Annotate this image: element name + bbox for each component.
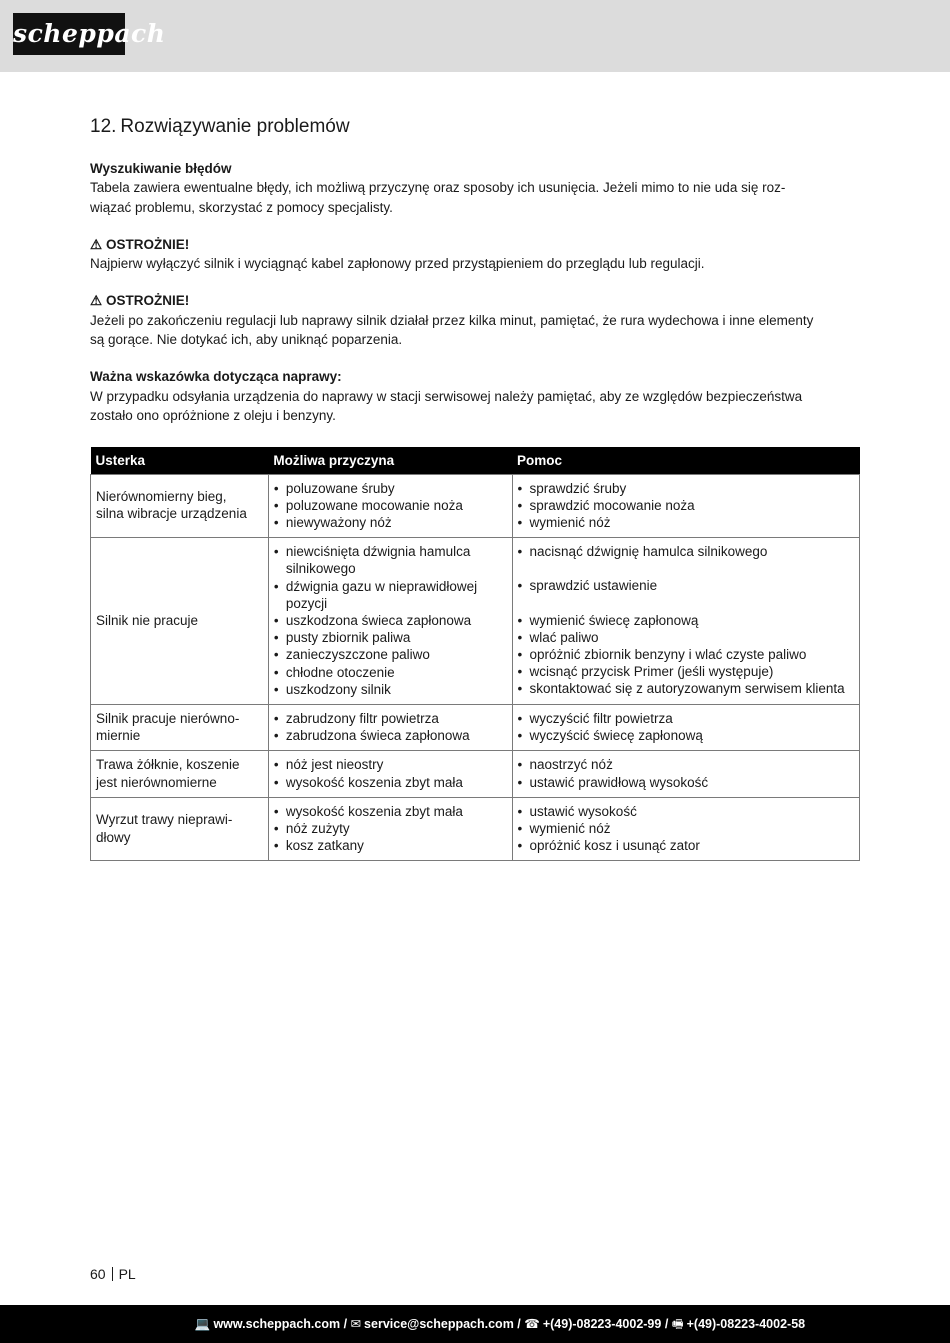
repair-block <box>90 367 860 425</box>
page-number-value: 60 <box>90 1266 106 1282</box>
table-row <box>91 797 860 861</box>
warning1-text: Najpierw wyłączyć silnik i wyciągnąć kabel zapłonowy przed przystąpieniem do przeglądu lub regulacji. <box>90 256 705 272</box>
issue-line: Silnik nie pracuje <box>96 612 199 628</box>
search-heading: Wyszukiwanie błędów <box>90 161 232 176</box>
page-separator <box>112 1267 113 1281</box>
list-item: • zabrudzona świeca zapłonowa <box>273 727 508 744</box>
footer-bar <box>0 1305 950 1343</box>
list-item: • wymienić nóż <box>517 820 855 837</box>
warning1-label: OSTROŻNIE! <box>106 236 190 252</box>
warning-icon: ⚠ <box>90 293 103 309</box>
list-item: • wcisnąć przycisk Primer (jeśli występuje) <box>517 663 855 680</box>
remedy-cell <box>512 704 859 750</box>
scheppach-logo: scheppach <box>13 13 125 55</box>
remedy-cell <box>512 538 859 705</box>
table-row <box>91 704 860 750</box>
footer-separator: / <box>664 1317 669 1331</box>
list-item: • poluzowane mocowanie noża <box>273 497 508 514</box>
header-band <box>0 0 950 72</box>
list-item: • ustawić wysokość <box>517 803 855 820</box>
issue-cell <box>91 474 269 538</box>
list-item: • uszkodzony silnik <box>273 681 508 698</box>
issue-line: jest nierównomierne <box>96 774 217 790</box>
section-title-text: Rozwiązywanie problemów <box>120 116 350 137</box>
list-item: • opróżnić zbiornik benzyny i wlać czyste paliwo <box>517 646 855 663</box>
list-item: • wymienić świecę zapłonową <box>517 612 855 629</box>
table-row <box>91 751 860 797</box>
issue-line: miernie <box>96 728 141 744</box>
repair-text-line2: zostało ono opróżnione z oleju i benzyny. <box>90 407 336 423</box>
warning2-label: OSTROŻNIE! <box>106 293 190 309</box>
list-item: • ustawić prawidłową wysokość <box>517 774 855 791</box>
mail-icon: ✉ <box>350 1317 362 1331</box>
list-item: • sprawdzić ustawienie <box>517 577 855 594</box>
list-item: • niewyważony nóż <box>273 514 508 531</box>
list-item: • niewciśnięta dźwignia hamulca silnikowego <box>273 543 508 577</box>
list-item: • nóż zużyty <box>273 820 508 837</box>
search-text-line1: Tabela zawiera ewentualne błędy, ich możliwą przyczynę oraz sposoby ich usunięcia. Jeżeli mimo to nie uda się roz- <box>90 180 786 196</box>
cause-cell <box>268 704 512 750</box>
troubleshooting-table <box>90 447 860 861</box>
phone-icon: ☎ <box>524 1317 540 1331</box>
footer-email[interactable]: service@scheppach.com <box>364 1317 514 1331</box>
header-pomoc: Pomoc <box>512 447 859 474</box>
list-item: • kosz zatkany <box>273 837 508 854</box>
list-item: • wymienić nóż <box>517 514 855 531</box>
list-item: • wyczyścić świecę zapłonową <box>517 727 855 744</box>
list-item: • dźwignia gazu w nieprawidłowej pozycji <box>273 578 508 612</box>
list-item: • zabrudzony filtr powietrza <box>273 710 508 727</box>
header-przyczyna: Możliwa przyczyna <box>268 447 512 474</box>
warning-icon: ⚠ <box>90 236 103 252</box>
search-block <box>90 159 860 217</box>
remedy-cell <box>512 474 859 538</box>
section-title <box>90 113 860 141</box>
issue-line: silna wibracje urządzenia <box>96 506 247 522</box>
list-item: • opróżnić kosz i usunąć zator <box>517 837 855 854</box>
list-item: • sprawdzić śruby <box>517 480 855 497</box>
warning-block-1 <box>90 235 860 274</box>
list-item: • skontaktować się z autoryzowanym serwisem klienta <box>517 680 855 697</box>
issue-line: Nierównomierny bieg, <box>96 489 227 505</box>
issue-line: dłowy <box>96 829 131 845</box>
cause-cell <box>268 538 512 705</box>
list-item: • wysokość koszenia zbyt mała <box>273 803 508 820</box>
list-item: • wyczyścić filtr powietrza <box>517 710 855 727</box>
computer-icon: 💻 <box>194 1317 211 1331</box>
table-row <box>91 538 860 705</box>
list-item: • zanieczyszczone paliwo <box>273 646 508 663</box>
issue-line: Wyrzut trawy nieprawi- <box>96 812 233 828</box>
page-language: PL <box>118 1266 136 1282</box>
list-item: • sprawdzić mocowanie noża <box>517 497 855 514</box>
remedy-cell <box>512 797 859 861</box>
issue-cell <box>91 797 269 861</box>
issue-line: Trawa żółknie, koszenie <box>96 757 240 773</box>
cause-cell <box>268 751 512 797</box>
repair-text-line1: W przypadku odsyłania urządzenia do naprawy w stacji serwisowej należy pamiętać, aby ze względów bezpieczeństwa <box>90 388 803 404</box>
cause-cell <box>268 474 512 538</box>
footer-fax: +(49)-08223-4002-58 <box>686 1317 806 1331</box>
list-item: • uszkodzona świeca zapłonowa <box>273 612 508 629</box>
list-item: • wlać paliwo <box>517 629 855 646</box>
list-item: • naostrzyć nóż <box>517 756 855 773</box>
list-item: • nacisnąć dźwignię hamulca silnikowego <box>517 543 855 560</box>
page-number <box>90 1265 136 1283</box>
table-header-row <box>91 447 860 474</box>
fax-icon: 🖷 <box>671 1317 684 1331</box>
repair-heading: Ważna wskazówka dotycząca naprawy: <box>90 369 342 385</box>
cause-cell <box>268 797 512 861</box>
warning2-text-line1: Jeżeli po zakończeniu regulacji lub naprawy silnik działał przez kilka minut, pamiętać, że rura wydechowa i inne elementy <box>90 312 814 328</box>
issue-line: Silnik pracuje nierówno- <box>96 710 240 726</box>
list-item: • nóż jest nieostry <box>273 756 508 773</box>
header-usterka: Usterka <box>91 447 269 474</box>
list-item: • poluzowane śruby <box>273 480 508 497</box>
remedy-cell <box>512 751 859 797</box>
issue-cell <box>91 704 269 750</box>
list-item: • wysokość koszenia zbyt mała <box>273 774 508 791</box>
issue-cell <box>91 538 269 705</box>
issue-cell <box>91 751 269 797</box>
list-item: • chłodne otoczenie <box>273 664 508 681</box>
warning-block-2 <box>90 291 860 349</box>
footer-website[interactable]: www.scheppach.com <box>213 1317 341 1331</box>
section-number: 12. <box>90 116 117 137</box>
footer-separator: / <box>517 1317 521 1331</box>
table-row <box>91 474 860 538</box>
warning2-text-line2: są gorące. Nie dotykać ich, aby uniknąć poparzenia. <box>90 332 403 348</box>
main-content <box>90 113 860 425</box>
list-item: • pusty zbiornik paliwa <box>273 629 508 646</box>
footer-phone: +(49)-08223-4002-99 <box>542 1317 662 1331</box>
search-text-line2: wiązać problemu, skorzystać z pomocy specjalisty. <box>90 199 393 215</box>
footer-separator: / <box>343 1317 348 1331</box>
